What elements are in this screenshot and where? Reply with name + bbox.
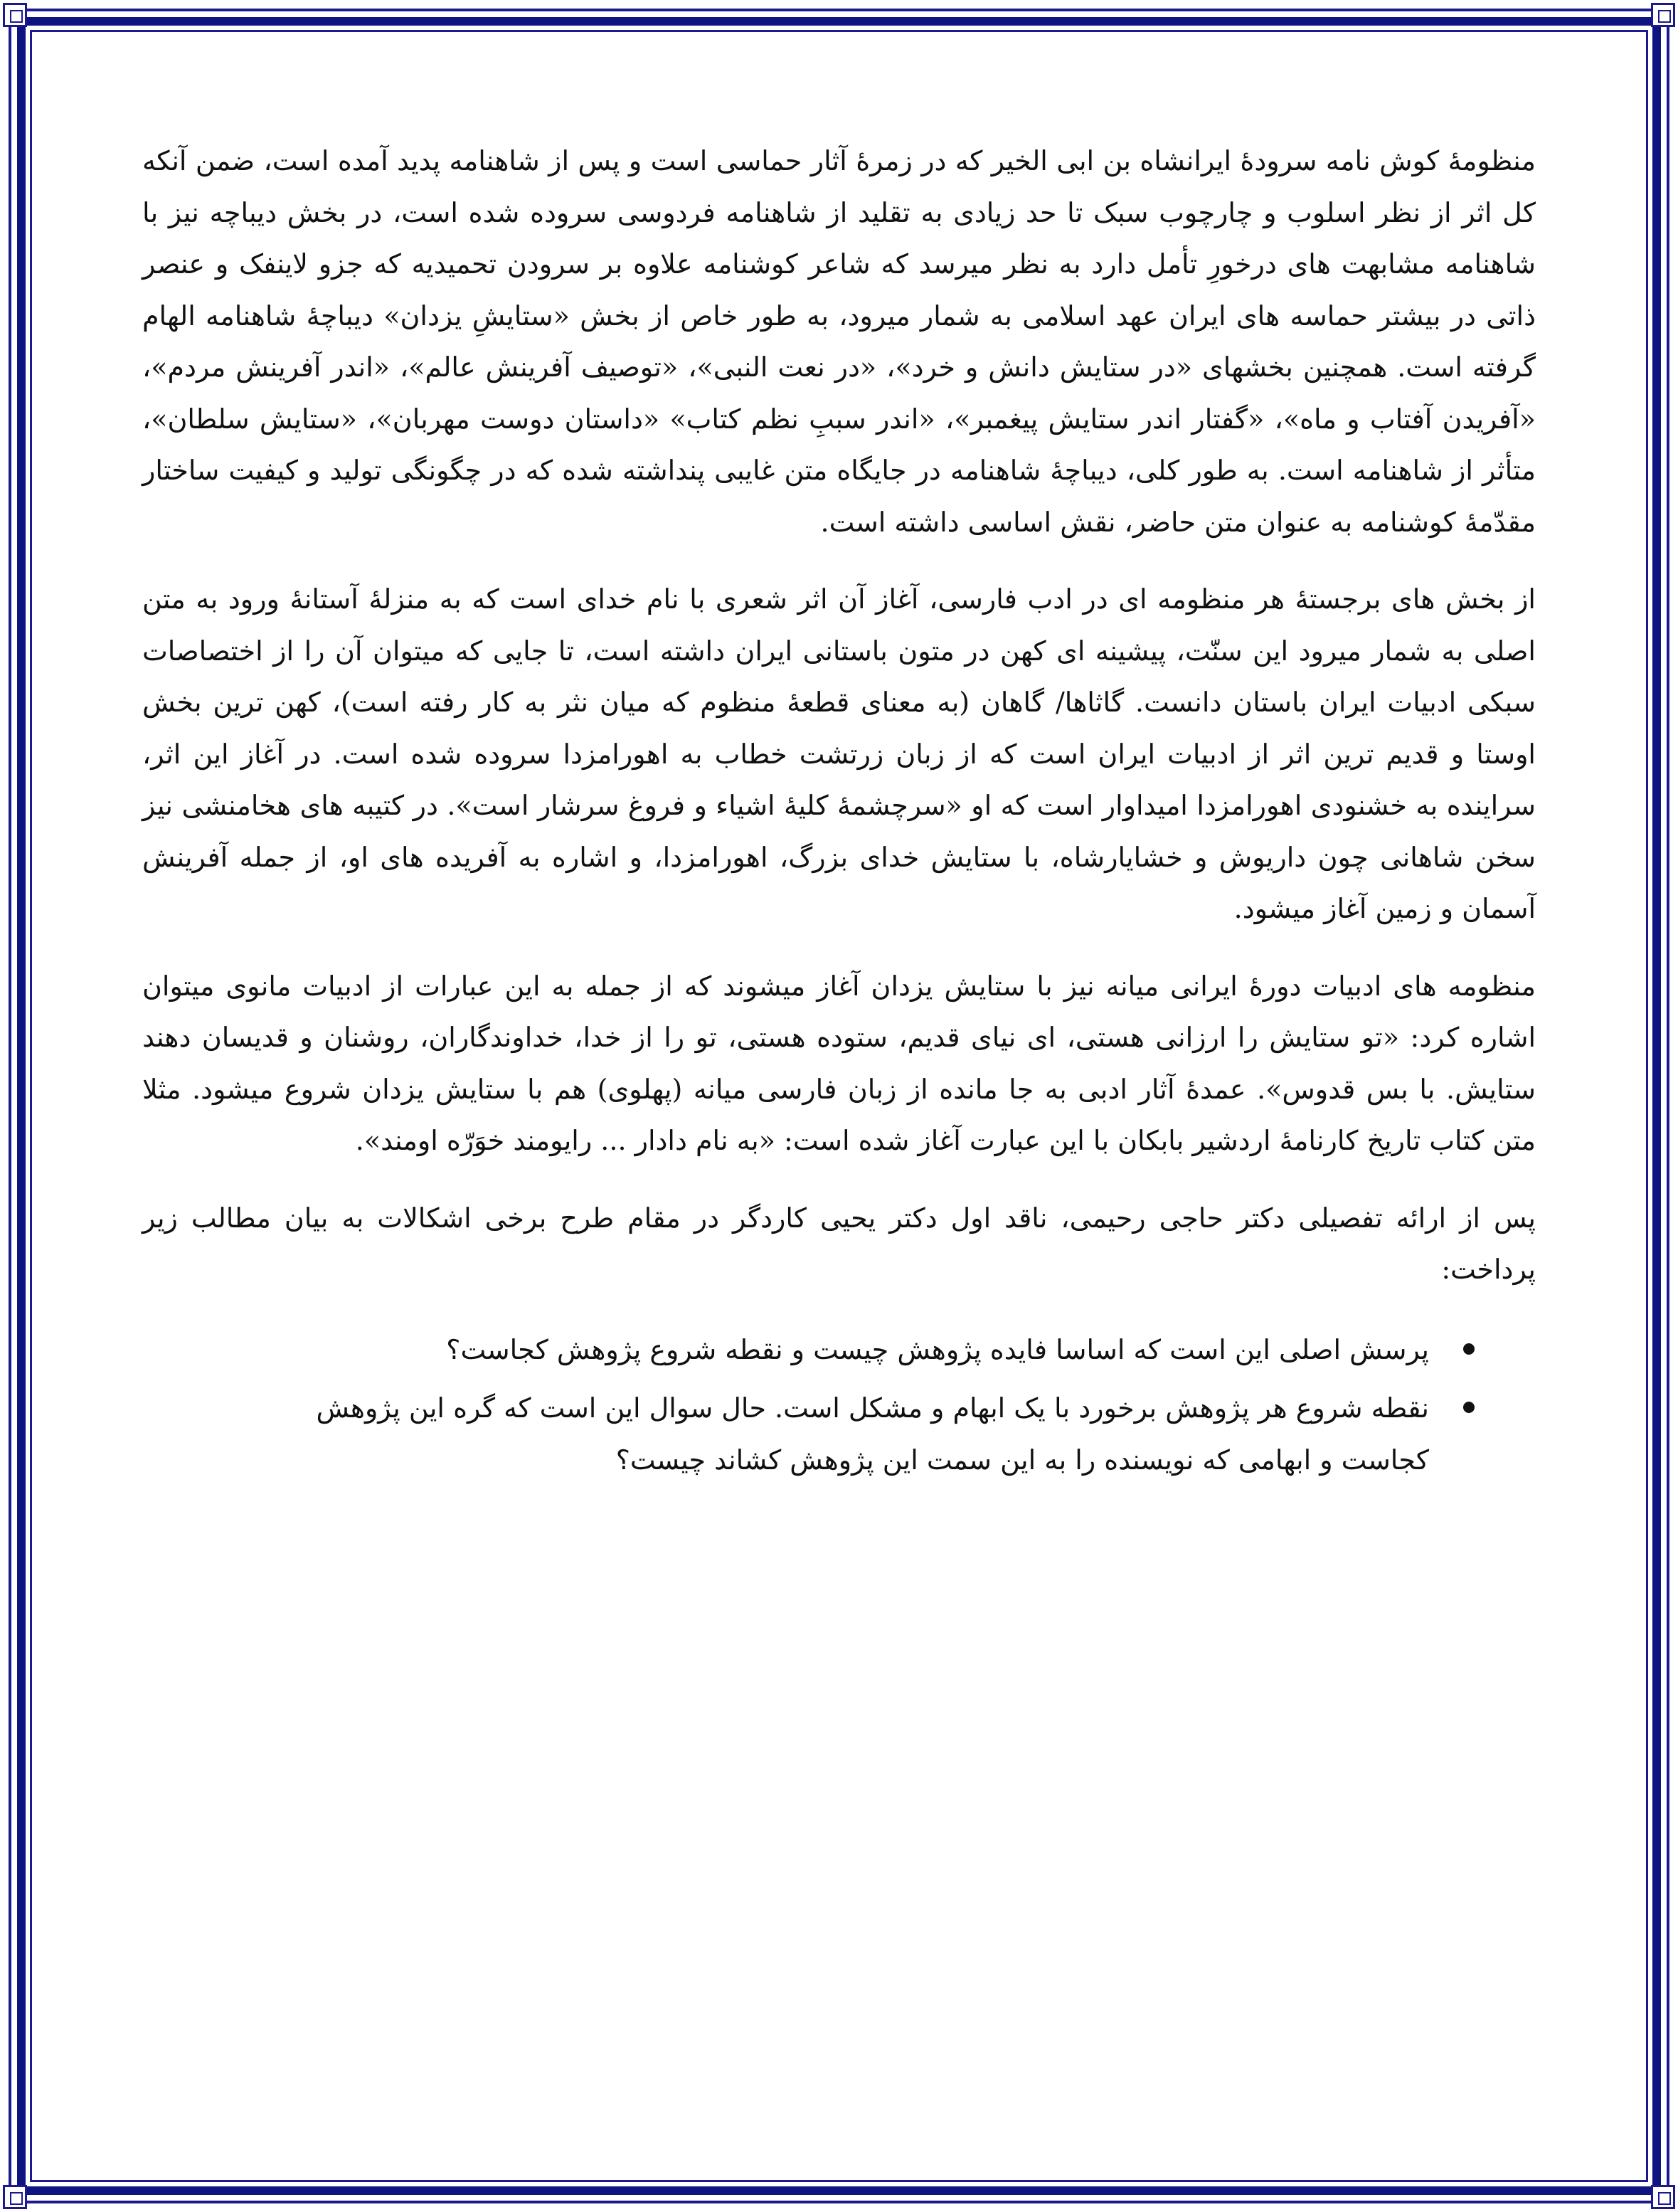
corner-ornament-bottom-left — [3, 2185, 27, 2209]
paragraph-middle-persian: منظومه های ادبیات دورهٔ ایرانی میانه نیز با ستایش یزدان آغاز میشوند که از جمله به این عبارات از ادبیات مانوی میتوان اشاره کرد: «تو ستایش را ارزانی هستی، ای نیای قدیم، ستوده هستی، تو را از خدا، خداوندگاران، روشنان و قدیسان دهند ستایش. با بس قدوس». عمدهٔ آثار ادبی به جا مانده از زبان فارسی میانه (پهلوی) هم با ستایش یزدان شروع میشود. مثلا متن کتاب تاریخ کارنامهٔ اردشیر بابکان با این عبارت آغاز شده است: «به نام دادار ... رایومند خوَرّه اومند». — [142, 970, 1536, 1156]
paragraph-koushnameh-preface: منظومهٔ کوش نامه سرودهٔ ایرانشاه بن ابی الخیر که در زمرهٔ آثار حماسی است و پس از شاهنامه پدید آمده است، ضمن آنکه کل اثر از نظر اسلوب و چارچوب سبک تا حد زیادی به تقلید از شاهنامه فردوسی سروده شده است، در بخش دیباچه نیز با شاهنامه مشابهت های درخورِ تأمل دارد به نظر میرسد که شاعر کوشنامه علاوه بر سرودن تحمیدیه که جزو لاینفک و عنصر ذاتی در بیشتر حماسه های ایران عهد اسلامی به شمار میرود، به طور خاص از بخش «ستایشِ یزدان» دیباچهٔ شاهنامه الهام گرفته است. همچنین بخشهای «در ستایش دانش و خرد»، «در نعت النبی»، «توصیف آفرینش عالم»، «اندر آفرینش مردم»، «آفریدن آفتاب و ماه»، «گفتار اندر ستایش پیغمبر»، «اندر سببِ نظم کتاب» «داستان دوست مهربان»، «ستایش سلطان»، متأثر از شاهنامه است. به طور کلی، دیباچهٔ شاهنامه در جایگاه متن غایبی پنداشته شده که در چگونگی تولید و کیفیت ساختار مقدّمهٔ کوشنامه به عنوان متن حاضر، نقش اساسی داشته است. — [142, 145, 1536, 538]
corner-ornament-top-left — [3, 3, 27, 27]
bullet-icon — [1463, 1343, 1475, 1355]
list-item — [249, 1324, 1429, 1376]
list-item — [249, 1382, 1429, 1486]
paragraph-ancient-tradition: از بخش های برجستهٔ هر منظومه ای در ادب فارسی، آغاز آن اثر شعری با نام خدای است که به منزلهٔ آستانهٔ ورود به متن اصلی به شمار میرود این سنّت، پیشینه ای کهن در متون باستانی ایران داشته است، تا جایی که میتوان آن را از اختصاصات سبکی ادبیات ایران باستان دانست. گاثاها/ گاهان (به معنای قطعهٔ منظوم که میان نثر به کار رفته است)، کهن ترین بخش اوستا و قدیم ترین اثر از ادبیات ایران است که از زبان زرتشت خطاب به اهورامزدا سروده شده است. در آغاز این اثر، سراینده به خشنودی اهورامزدا امیداوار است که او «سرچشمهٔ کلیهٔ اشیاء و فروغ سرشار است». در کتیبه های هخامنشی نیز سخن شاهانی چون داریوش و خشایارشاه، با ستایش خدای بزرگ، اهورامزدا، و اشاره به آفریده های او، از جمله آفرینش آسمان و زمین آغاز میشود. — [142, 583, 1536, 924]
corner-ornament-top-right — [1651, 3, 1675, 27]
critic-points-list — [142, 1324, 1536, 1486]
list-item-text: نقطه شروع هر پژوهش برخورد با یک ابهام و مشکل است. حال سوال این است که گره این پژوهش کجاست و ابهامی که نویسنده را به این سمت این پژوهش کشاند چیست؟ — [316, 1392, 1429, 1476]
document-body — [142, 135, 1536, 1493]
paragraph-critic-intro: پس از ارائه تفصیلی دکتر حاجی رحیمی، ناقد اول دکتر یحیی کاردگر در مقام طرح برخی اشکالات به بیان مطالب زیر پرداخت: — [142, 1202, 1536, 1285]
list-item-text: پرسش اصلی این است که اساسا فایده پژوهش چیست و نقطه شروع پژوهش کجاست؟ — [446, 1333, 1429, 1365]
corner-ornament-bottom-right — [1651, 2185, 1675, 2209]
bullet-icon — [1463, 1402, 1475, 1413]
